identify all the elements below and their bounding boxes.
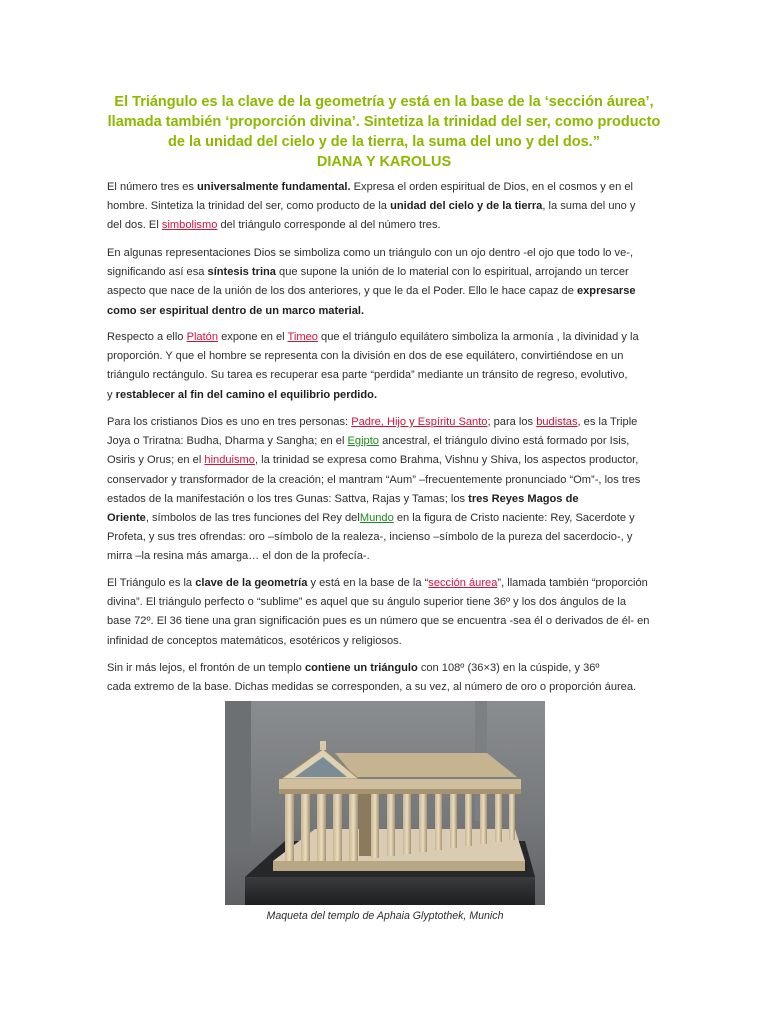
text-line [107, 328, 667, 347]
text-line: proporción. Y que el hombre se representa con la división en dos de ese equilátero, convirtiéndose en un [107, 350, 624, 363]
text-line [107, 413, 667, 432]
text: Joya o Triratna: Budha, Dharma y Sangha; en el [107, 435, 348, 448]
bold-text: clave de la geometría [195, 577, 308, 589]
bold-text: Oriente [107, 512, 146, 525]
text: , la trinidad se expresa como Brahma, Vishnu y Shiva, los aspectos productor, [254, 454, 639, 467]
text-line: cada extremo de la base. Dichas medidas se corresponden, a su vez, al número de oro o proporción áurea. [107, 681, 637, 694]
text-line [107, 451, 667, 470]
text: Sin ir más lejos, el frontón de un templo [107, 662, 305, 674]
link-seccion-aurea[interactable]: sección áurea [428, 577, 498, 589]
text: que supone la unión de lo material con lo espiritual, arrojando un tercer [275, 266, 629, 279]
bold-text: como ser espiritual dentro de un marco material. [107, 304, 365, 317]
text: con 108º (36×3) en la cúspide, y 36º [417, 662, 600, 674]
text: aspecto que nace de la unión de los dos anteriores, y que le da el Poder. Ello le hace capaz de [107, 285, 577, 298]
quote-line: llamada también ‘proporción divina’. Sintetiza la trinidad del ser, como producto [107, 114, 661, 130]
bold-text: unidad del cielo y de la tierra [390, 200, 543, 213]
temple-illustration [225, 701, 545, 905]
text-line [107, 490, 667, 509]
bold-text: expresarse [576, 285, 636, 298]
text: Expresa el orden espiritual de Dios, en el cosmos y en el [350, 181, 633, 193]
text-line [107, 509, 667, 528]
text: Osiris y Orus; en el [107, 454, 205, 467]
text-line [107, 432, 667, 451]
link-mundo[interactable]: Mundo [359, 512, 394, 525]
text-line [107, 263, 667, 282]
quote-line: El Triángulo es la clave de la geometría y está en la base de la ‘sección áurea’, [114, 94, 654, 110]
link-platon[interactable]: Platón [186, 331, 219, 343]
paragraph-4 [107, 413, 667, 567]
text: ”, llamada también “proporción [497, 577, 648, 589]
paragraph-6 [107, 659, 667, 697]
text: , es la Triple [577, 416, 638, 428]
text-line [107, 386, 667, 405]
quote-line: de la unidad del cielo y de la tierra, la suma del uno y del dos.” [168, 134, 600, 150]
text: ; para los [487, 416, 537, 428]
quote-author: DIANA Y KAROLUS [316, 154, 452, 170]
text: Para los cristianos Dios es uno en tres personas: [107, 416, 352, 428]
text-line [107, 178, 667, 197]
bold-text: universalmente fundamental. [197, 181, 351, 193]
text: , la suma del uno y [542, 200, 636, 213]
text-line: Profeta, y sus tres ofrendas: oro –símbolo de la realeza-, incienso –símbolo de la pureza del sacerdocio-, y [107, 531, 633, 544]
text: , símbolos de las tres funciones del Rey del [145, 512, 360, 525]
text-line [107, 197, 667, 216]
bold-text: síntesis trina [207, 266, 276, 279]
link-simbolismo[interactable]: simbolismo [161, 219, 218, 232]
text-line: triángulo rectángulo. Su tarea es recuperar esa parte “perdida” mediante un tránsito de regreso, evolutivo, [107, 369, 628, 382]
text-line: En algunas representaciones Dios se simboliza como un triángulo con un ojo dentro -el ojo que todo lo ve-, [107, 247, 634, 259]
temple-model-photo [225, 701, 545, 905]
bold-text: restablecer al fin del camino el equilibrio perdido. [115, 388, 378, 401]
epigraph-quote [100, 92, 668, 172]
paragraph-2 [107, 244, 667, 321]
text: y [107, 388, 116, 401]
text-line [107, 282, 667, 301]
link-egipto[interactable]: Egipto [347, 435, 379, 448]
text: del triángulo corresponde al del número tres. [217, 219, 441, 232]
paragraph-3 [107, 328, 667, 405]
link-padre-hijo-espiritu-santo[interactable]: Padre, Hijo y Espíritu Santo [351, 416, 488, 428]
photo-caption: Maqueta del templo de Aphaia Glyptothek, Munich [266, 910, 504, 922]
text-line: divina”. El triángulo perfecto o “sublime” es aquel que su ángulo superior tiene 36º y los dos ángulos de la [107, 596, 626, 609]
link-timeo[interactable]: Timeo [287, 331, 318, 343]
paragraph-5 [107, 574, 667, 651]
paragraph-1 [107, 178, 667, 236]
text: hombre. Sintetiza la trinidad del ser, como producto de la [107, 200, 391, 213]
text-line [107, 216, 667, 235]
text: Respecto a ello [107, 331, 187, 343]
text: estados de la manifestación o los tres Gunas: Sattva, Rajas y Tamas; los [107, 492, 469, 505]
text-line: mirra –la resina más amarga… el don de la profecía-. [107, 550, 370, 563]
text: que el triángulo equilátero simboliza la armonía , la divinidad y la [317, 331, 639, 343]
bold-text: tres Reyes Magos de [468, 492, 579, 505]
link-budistas[interactable]: budistas [536, 416, 578, 428]
text: El número tres es [107, 181, 198, 193]
bold-text: contiene un triángulo [304, 662, 418, 674]
text: en la figura de Cristo naciente: Rey, Sacerdote y [393, 512, 635, 525]
text-line: conservador y transformador de la creación; el mantram “Aum” –frecuentemente pronunciado “Om”-, los tres [107, 473, 641, 486]
text-line: base 72º. El 36 tiene una gran significación pues es un número que se encuentra -sea él o derivados de él- en [107, 615, 650, 628]
text: y está en la base de la “ [307, 577, 429, 589]
text: ancestral, el triángulo divino está formado por Isis, [378, 435, 630, 448]
text: expone en el [218, 331, 288, 343]
text-line [107, 574, 667, 593]
link-hinduismo[interactable]: hinduismo [204, 454, 255, 467]
text-line [107, 659, 667, 678]
text-line [107, 302, 667, 321]
text: El Triángulo es la [107, 577, 196, 589]
text: significando así esa [107, 266, 208, 279]
text-line: infinidad de conceptos matemáticos, esotéricos y religiosos. [107, 634, 402, 647]
text: del dos. El [107, 219, 162, 232]
